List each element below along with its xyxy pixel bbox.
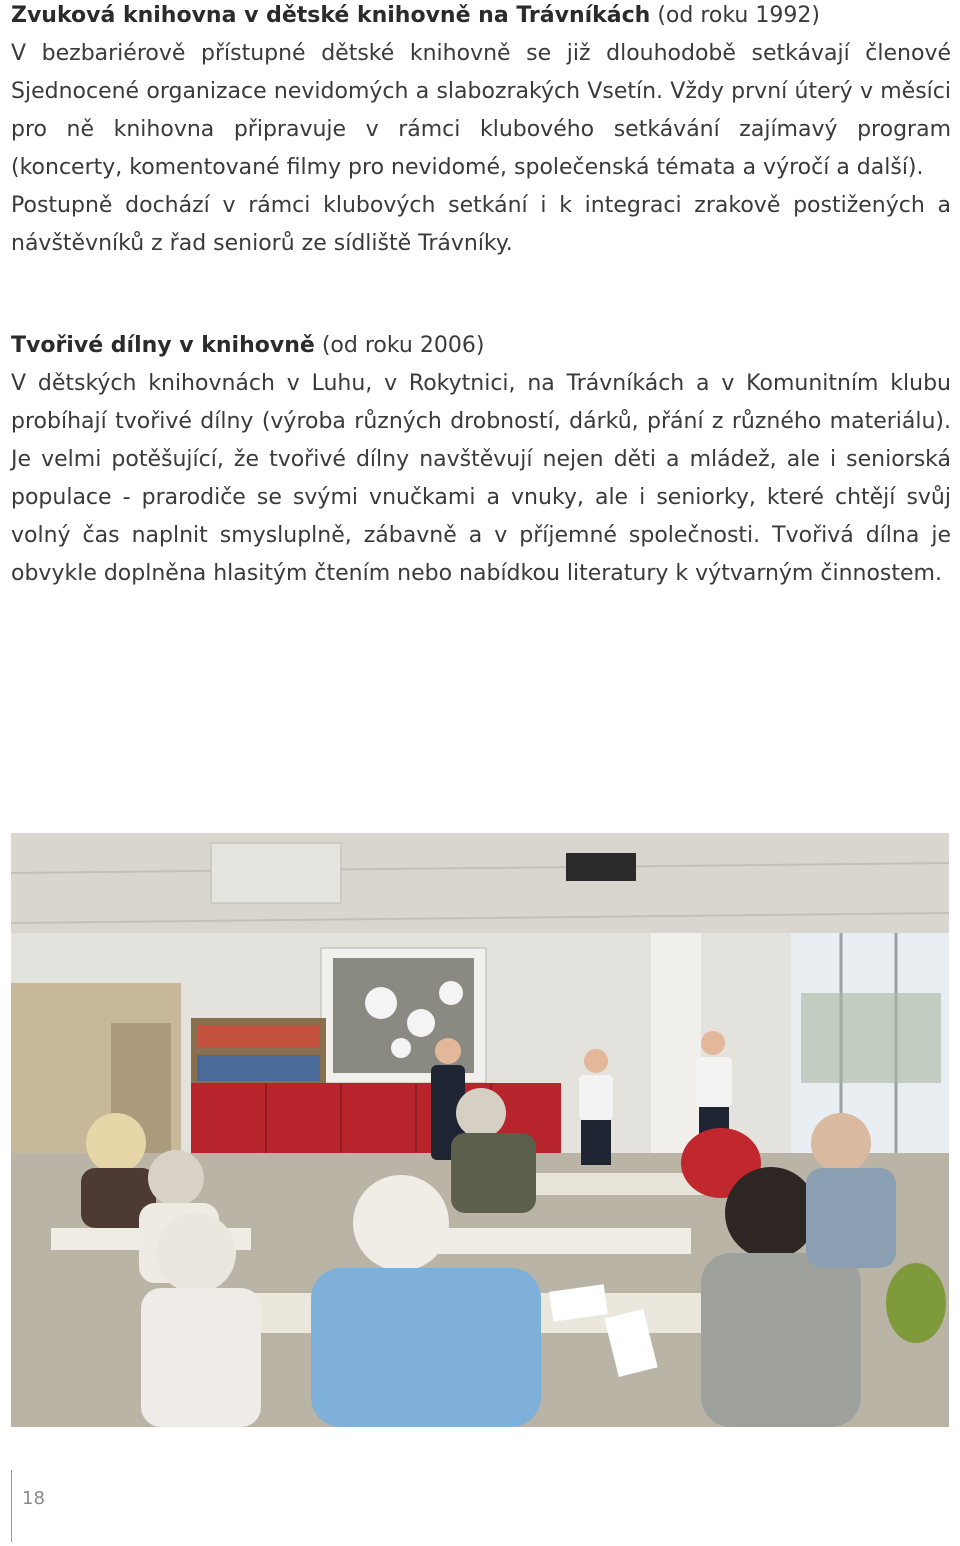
paragraph: V bezbariérově přístupné dětské knihovně se již dlouhodobě setkávají členové Sjednocené organizace nevidomých a slabozrakých Vsetín. Vždy první úterý v měsíci pro ně knihovna připravuje v rámci klubového setkávání zajímavý program (koncerty, komentované filmy pro nevidomé, společenská témata a výročí a další).	[11, 41, 951, 180]
section-title: Tvořivé dílny v knihovně	[11, 333, 315, 358]
paragraph: Postupně dochází v rámci klubových setkání i k integraci zrakově postižených a návštěvníků z řad seniorů ze sídliště Trávníky.	[11, 193, 951, 256]
paragraph: V dětských knihovnách v Luhu, v Rokytnici, na Trávníkách a v Komunitním klubu probíhají tvořivé dílny (výroba různých drobností, dárků, přání z různého materiálu). Je velmi potěšující, že tvořivé dílny navštěvují nejen děti a mládež, ale i seniorská populace - prarodiče se svými vnučkami a vnuky, ale i seniorky, které chtějí svůj volný čas naplnit smysluplně, zábavně a v příjemné společnosti. Tvořivá dílna je obvykle doplněna hlasitým čtením nebo nabídkou literatury k výtvarným činnostem.	[11, 371, 951, 586]
page-number-rule	[11, 1470, 12, 1542]
section-sound-library	[11, 0, 951, 263]
section-heading	[11, 0, 951, 35]
page-number: 18	[22, 1488, 45, 1509]
section-since: (od roku 2006)	[321, 333, 485, 358]
library-meeting-photo	[11, 833, 949, 1427]
photo-illustration	[11, 833, 949, 1427]
section-title: Zvuková knihovna v dětské knihovně na Trávníkách	[11, 3, 651, 28]
section-since: (od roku 1992)	[657, 3, 820, 28]
green-chair	[886, 1263, 946, 1343]
section-creative-workshops	[11, 327, 951, 593]
section-heading	[11, 327, 951, 365]
projector	[566, 853, 636, 881]
air-vent	[211, 843, 341, 903]
